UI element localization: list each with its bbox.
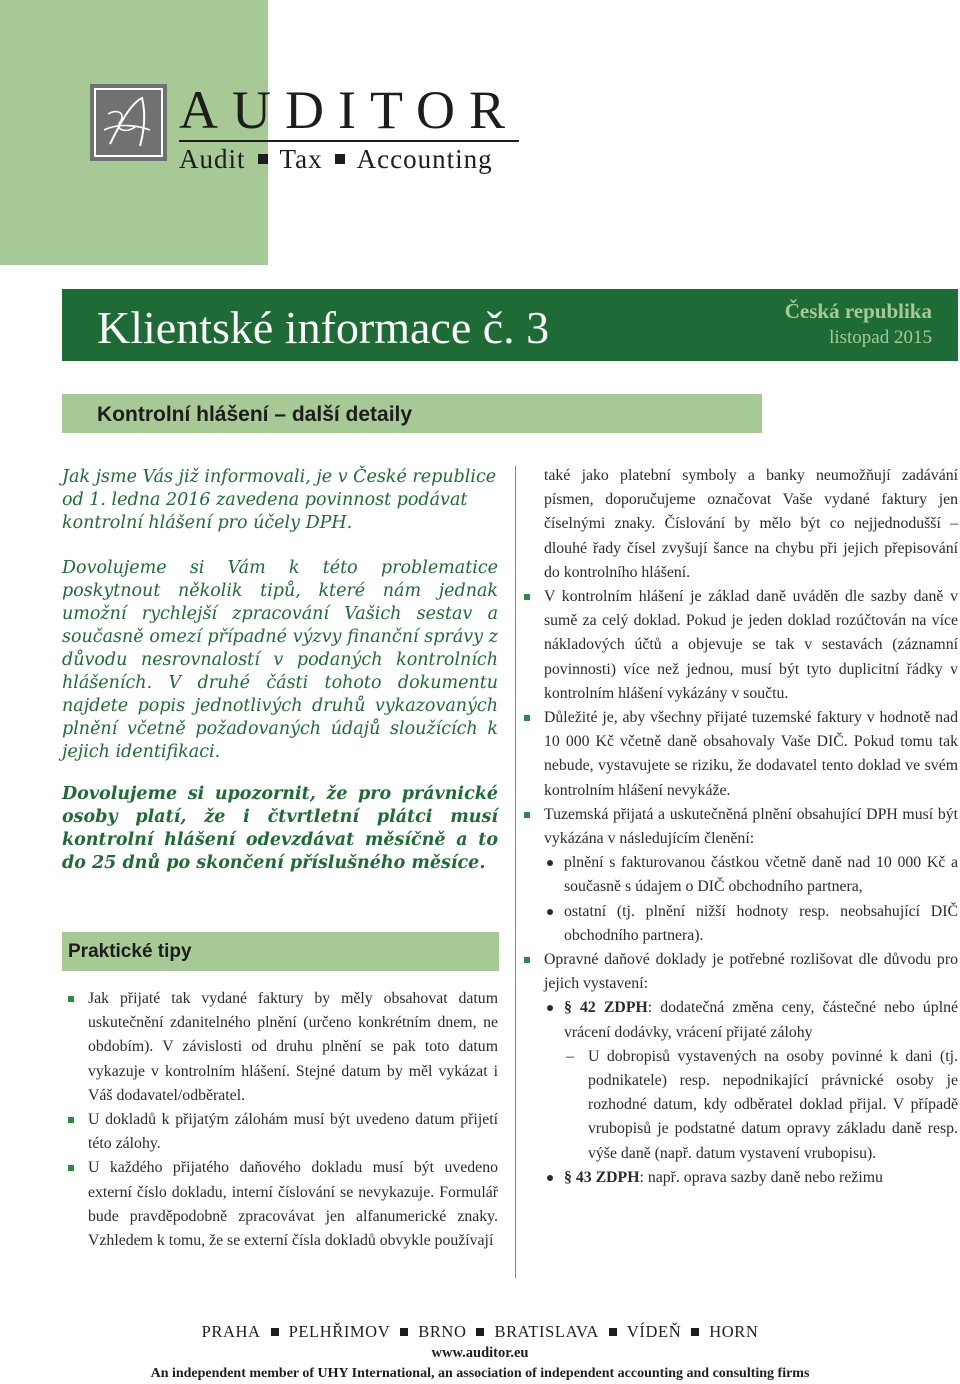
list-item <box>66 1108 498 1156</box>
square-bullet-icon <box>68 1165 74 1171</box>
square-bullet-icon <box>524 715 530 721</box>
sub-list-item <box>522 900 958 948</box>
tagline-audit: Audit <box>179 144 246 174</box>
list-item-continuation <box>522 464 958 585</box>
footer-membership-note: An independent member of UHY International, an association of independent accounting and consulting firms <box>150 1366 810 1381</box>
square-bullet-icon <box>335 154 345 164</box>
paragraph-42-text: : dodatečná změna ceny, částečné nebo úplné vrácení dodávky, vrácení přijaté zálohy <box>564 999 958 1041</box>
square-bullet-icon <box>271 1328 279 1336</box>
square-bullet-icon <box>68 1117 74 1123</box>
header-date: listopad 2015 <box>829 327 932 348</box>
page-title: Klientské informace č. 3 <box>97 302 550 353</box>
list-item-text: U dokladů k přijatým zálohám musí být uvedeno datum přijetí této zálohy. <box>88 1111 498 1153</box>
sub-list-item <box>522 996 958 1044</box>
list-item-text: Důležité je, aby všechny přijaté tuzemské faktury v hodnotě nad 10 000 Kč včetně daně obsahovaly Vaše DIČ. Pokud tomu tak nebude, vystavujete se riziku, že dodavatel tento doklad ve svém kontrolním hlášení nevykáže. <box>544 709 958 799</box>
square-bullet-icon <box>400 1328 408 1336</box>
intro-paragraph-3-bold: Dovolujeme si upozornit, že pro právnické osoby platí, že i čtvrtletní plátci musí kontrolní hlášení odevzdávat měsíčně a to do 25 dnů po skončení příslušného měsíce. <box>62 784 498 873</box>
paragraph-43-label: § 43 ZDPH <box>564 1168 640 1186</box>
list-item <box>66 987 498 1108</box>
round-bullet-icon <box>547 860 553 866</box>
square-bullet-icon <box>476 1328 484 1336</box>
footer-city: VÍDEŇ <box>626 1322 682 1341</box>
tips-list-right <box>522 464 958 1190</box>
auditor-logo <box>90 80 519 174</box>
sub-list-item-text: plnění s fakturovanou částkou včetně daně nad 10 000 Kč a současně s údajem o DIČ obchodního partnera, <box>564 854 958 896</box>
list-item <box>522 948 958 996</box>
list-item <box>522 706 958 803</box>
dash-list-item-text: U dobropisů vystavených na osoby povinné k dani (tj. podnikatele) resp. nepodnikající právnické osoby je rozhodné datum, kdy odběratel doklad přijal. V případě vrubopisů je podstatné datum opravy základu daně resp. výše daně (např. datum vystavení vrubopisu). <box>588 1047 958 1162</box>
paragraph-43-text: : např. oprava sazby daně nebo režimu <box>639 1168 883 1186</box>
list-item <box>522 803 958 851</box>
intro-paragraph-2: Dovolujeme si Vám k této problematice poskytnout několik tipů, které nám jednak umožní rychlejší zpracování Vašich sestav a současně omezí případné výzvy finanční správy z důvodu nesrovnalostí v podaných kontrolních hlášeních. V druhé části tohoto dokumentu najdete popis jednotlivých druhů vykazovaných plnění včetně požadovaných údajů sloužících k jejich identifikaci. <box>62 558 498 762</box>
dash-bullet-icon: – <box>566 1047 574 1065</box>
sub-list-item <box>522 851 958 899</box>
round-bullet-icon <box>547 909 553 915</box>
sub-list-item <box>522 1166 958 1190</box>
square-bullet-icon <box>524 594 530 600</box>
column-divider <box>515 466 516 1278</box>
logo-divider <box>179 140 519 142</box>
section-subtitle: Kontrolní hlášení – další detaily <box>97 403 413 426</box>
square-bullet-icon <box>524 812 530 818</box>
square-bullet-icon <box>68 996 74 1002</box>
round-bullet-icon <box>547 1175 553 1181</box>
tagline-accounting: Accounting <box>356 144 493 174</box>
footer-city: PELHŘIMOV <box>288 1322 391 1341</box>
list-item-text: také jako platební symboly a banky neumožňují zadávání písmen, doporučujeme označovat Vaše vydané faktury jen číselnými znaky. Číslování by mělo být co nejjednodušší – dlouhé řady čísel zvyšují šance na chybu při jejich přepisování do kontrolního hlášení. <box>544 467 958 581</box>
list-item-text: Jak přijaté tak vydané faktury by měly obsahovat datum uskutečnění zdanitelného plnění (určeno konkrétním dnem, ne obdobím). V závislosti od druhu plnění se pak toto datum vykazuje v kontrolním hlášení. Stejné datum by měl vykázat i Váš dodavatel/odběratel. <box>88 990 498 1104</box>
square-bullet-icon <box>258 154 268 164</box>
logo-monogram-icon <box>90 84 167 161</box>
square-bullet-icon <box>524 957 530 963</box>
footer-city: HORN <box>709 1322 759 1341</box>
paragraph-42-label: § 42 ZDPH <box>564 999 648 1017</box>
footer-offices <box>0 1322 960 1342</box>
footer-city: BRATISLAVA <box>494 1322 599 1341</box>
square-bullet-icon <box>609 1328 617 1336</box>
list-item-text: U každého přijatého daňového dokladu musí být uvedeno externí číslo dokladu, interní číslování se nevykazuje. Formulář bude pravděpodobně zpracovávat jen alfanumerické znaky. Vzhledem k tomu, že se externí čísla dokladů obvykle používají <box>88 1159 498 1250</box>
intro-paragraph-1: Jak jsme Vás již informovali, je v České republice od 1. ledna 2016 zavedena povinnost podávat kontrolní hlášení pro účely DPH. <box>62 467 497 533</box>
list-item <box>66 1156 498 1253</box>
list-item-text: Tuzemská přijatá a uskutečněná plnění obsahující DPH musí být vykázána v následujícím členění: <box>544 805 958 848</box>
tips-list-left <box>66 987 498 1253</box>
list-item-text: Opravné daňové doklady je potřebné rozlišovat dle důvodu pro jejich vystavení: <box>544 951 958 993</box>
footer-city: BRNO <box>418 1322 467 1341</box>
sub-list-item-text: ostatní (tj. plnění nižší hodnoty resp. neobsahující DIČ obchodního partnera). <box>564 902 958 944</box>
tagline-tax: Tax <box>279 144 323 174</box>
logo-wordmark: AUDITOR <box>179 80 519 140</box>
footer-city: PRAHA <box>201 1322 261 1341</box>
footer-website-link[interactable]: www.auditor.eu <box>431 1345 529 1361</box>
header-country: Česká republika <box>784 299 932 323</box>
round-bullet-icon <box>547 1005 553 1011</box>
tips-heading: Praktické tipy <box>68 941 192 962</box>
list-item <box>522 585 958 706</box>
list-item-text: V kontrolním hlášení je základ daně uváděn dle sazby daně v sumě za celý doklad. Pokud je jeden doklad rozúčtován na více nákladových účtů a objevuje se tak v sestavách (záznamní povinnosti) více než jednou, musí být tyto duplicitní řádky v kontrolním hlášení vykázány v součtu. <box>544 588 958 702</box>
logo-tagline <box>179 144 519 174</box>
dash-list-item <box>522 1045 958 1166</box>
square-bullet-icon <box>691 1328 699 1336</box>
